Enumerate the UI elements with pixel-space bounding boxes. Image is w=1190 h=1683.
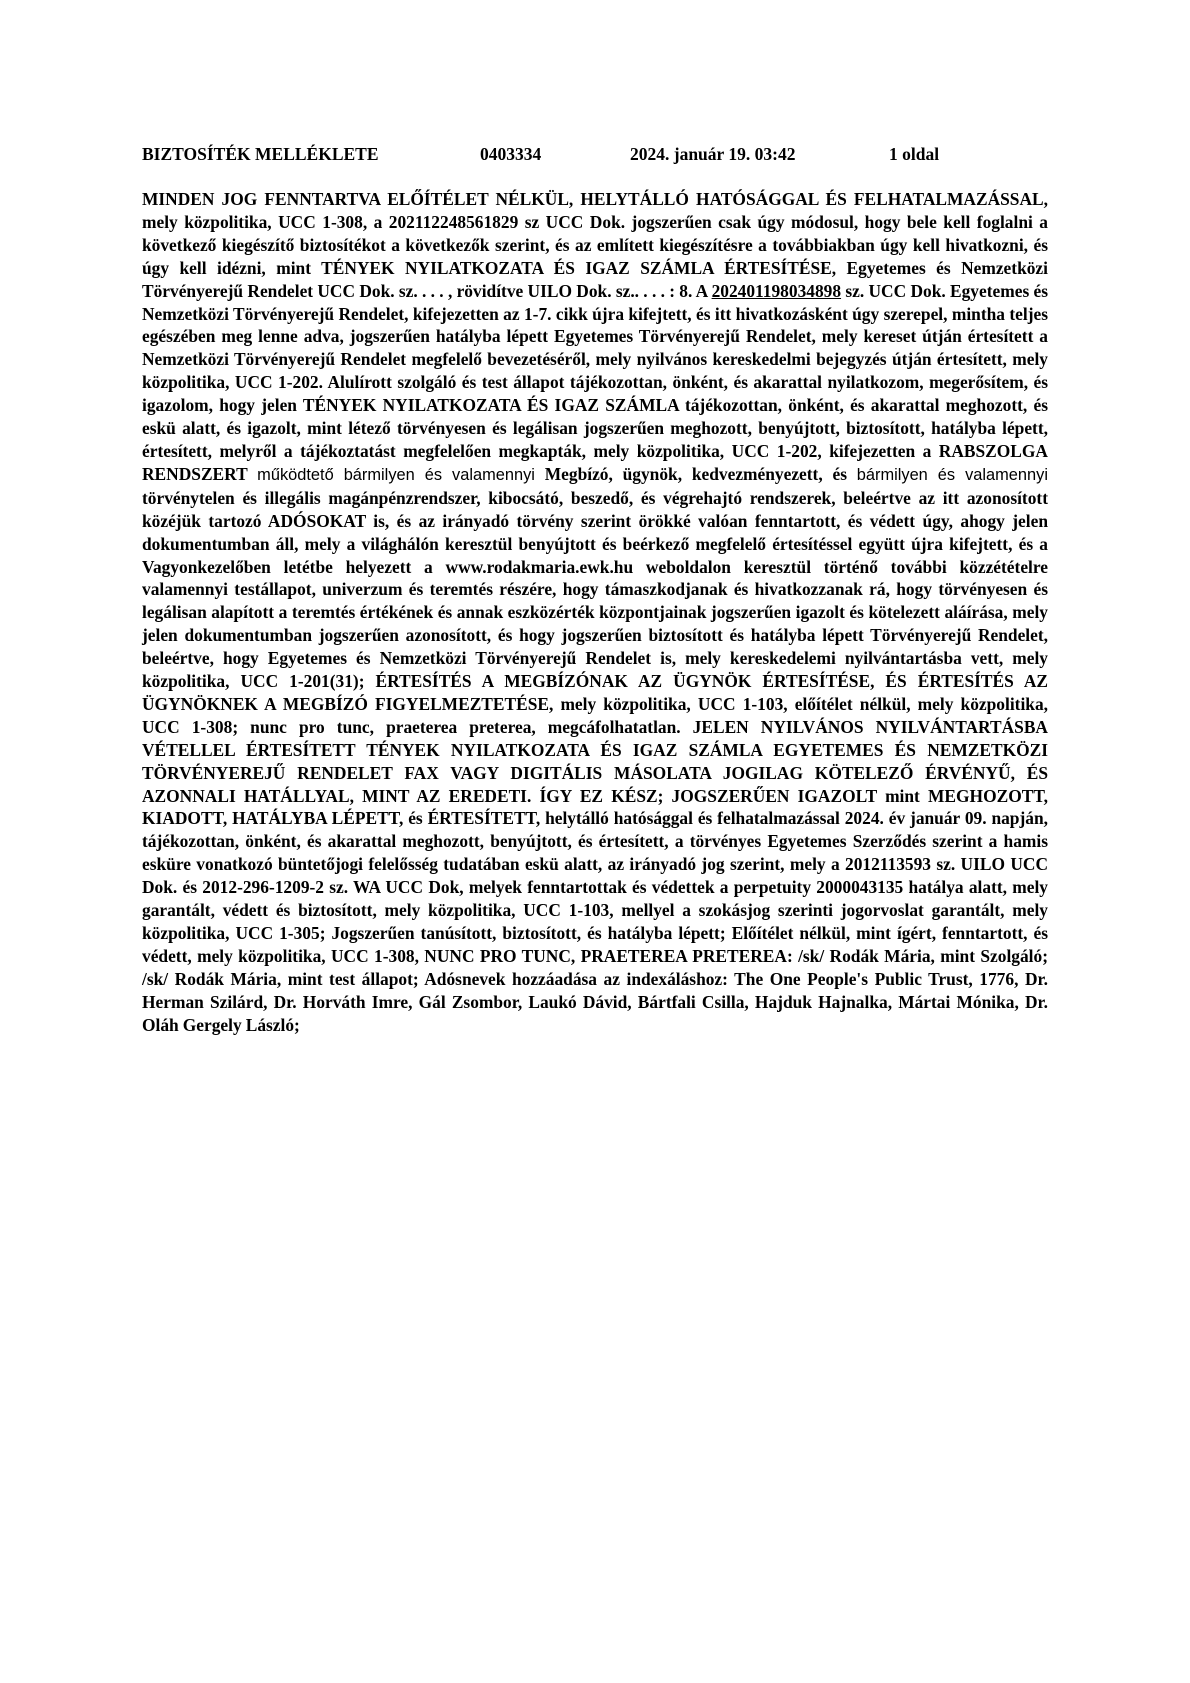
document-header: [142, 142, 1048, 166]
body-sans-segment-a: működtető bármilyen és valamennyi: [257, 465, 535, 484]
body-segment-2: sz. UCC Dok. Egyetemes és Nemzetközi Törvényerejű Rendelet, kifejezetten az 1-7. cikk újra kifejtett, és itt hivatkozásként úgy szerepel, mintha teljes egészében meg lenne adva, jogszerűen hatályba lépett Egyetemes Törvényerejű Rendelet, mely kereset útján értesített a Nemzetközi Törvényerejű Rendelet megfelelő bevezetéséről, mely nyilvános kereskedelmi bejegyzés útján értesített, mely közpolitika, UCC 1-202. Alulírott szolgáló és test állapot tájékozottan, önként, és akarattal nyilatkozom, megerősítem, és igazolom, hogy jelen TÉNYEK NYILATKOZATA ÉS IGAZ SZÁMLA tájékozottan, önként, és akarattal meghozott, és eskü alatt, és igazolt, mint létező törvényesen és legálisan jogszerűen meghozott, benyújtott, biztosított, hatályba lépett, értesített, melyről a tájékoztatást megfelelően megkapták, mely közpolitika, UCC 1-202, kifejezetten a RABSZOLGA RENDSZERT: [142, 280, 1048, 484]
header-title: BIZTOSÍTÉK MELLÉKLETE: [142, 144, 379, 164]
header-doc-number: 0403334: [480, 144, 542, 164]
document-body: [142, 188, 1048, 1037]
header-datetime: 2024. január 19. 03:42: [630, 144, 796, 164]
header-page-number: 1 oldal: [889, 144, 940, 164]
body-underlined-doc-number: 202401198034898: [711, 280, 842, 301]
body-segment-3: Megbízó, ügynök, kedvezményezett, és: [534, 463, 857, 484]
body-segment-4: törvénytelen és illegális magánpénzrendszer, kibocsátó, beszedő, és végrehajtó rendszerek, beleértve az itt azonosított közéjük tartozó ADÓSOKAT is, és az irányadó törvény szerint örökké valóan fenntartott, és védett úgy, ahogy jelen dokumentumban áll, mely a világhálón keresztül benyújtott és beérkező megfelelő értesítéssel együtt újra kifejtett, és a Vagyonkezelőben letétbe helyezett a www.rodakmaria.ewk.hu weboldalon keresztül történő további közzétételre valamennyi testállapot, univerzum és teremtés részére, hogy támaszkodjanak és hivatkozzanak rá, hogy törvényesen és legálisan alapított a teremtés értékének és annak eszközérték központjainak jogszerűen igazolt és kötelezett aláírása, mely jelen dokumentumban jogszerűen azonosított, és hogy jogszerűen biztosított és hatályba lépett Törvényerejű Rendelet, beleértve, hogy Egyetemes és Nemzetközi Törvényerejű Rendelet is, mely kereskedelemi nyilvántartásba vett, mely közpolitika, UCC 1-201(31); ÉRTESÍTÉS A MEGBÍZÓNAK AZ ÜGYNÖK ÉRTESÍTÉSE, ÉS ÉRTESÍTÉS AZ ÜGYNÖKNEK A MEGBÍZÓ FIGYELMEZTETÉSE, mely közpolitika, UCC 1-103, előítélet nélkül, mely közpolitika, UCC 1-308; nunc pro tunc, praeterea preterea, megcáfolhatatlan. JELEN NYILVÁNOS NYILVÁNTARTÁSBA VÉTELLEL ÉRTESÍTETT TÉNYEK NYILATKOZATA ÉS IGAZ SZÁMLA EGYETEMES ÉS NEMZETKÖZI TÖRVÉNYEREJŰ RENDELET FAX VAGY DIGITÁLIS MÁSOLATA JOGILAG KÖTELEZŐ ÉRVÉNYŰ, ÉS AZONNALI HATÁLLYAL, MINT AZ EREDETI. ÍGY EZ KÉSZ; JOGSZERŰEN IGAZOLT mint MEGHOZOTT, KIADOTT, HATÁLYBA LÉPETT, és ÉRTESÍTETT, helytálló hatósággal és felhatalmazással 2024. év január 09. napján, tájékozottan, önként, és akarattal meghozott, benyújtott, és értesített, a törvényes Egyetemes Szerződés szerint a hamis esküre vonatkozó büntetőjogi felelősség tudatában eskü alatt, az irányadó jog szerint, mely a 2012113593 sz. UILO UCC Dok. és 2012-296-1209-2 sz. WA UCC Dok, melyek fenntartottak és védettek a perpetuity 2000043135 hatálya alatt, mely garantált, védett és biztosított, mely közpolitika, UCC 1-103, mellyel a szokásjog szerinti jogorvoslat garantált, mely közpolitika, UCC 1-305; Jogszerűen tanúsított, biztosított, és hatályba lépett; Előítélet nélkül, mint ígért, fenntartott, és védett, mely közpolitika, UCC 1-308, NUNC PRO TUNC, PRAETEREA PRETEREA: /sk/ Rodák Mária, mint Szolgáló; /sk/ Rodák Mária, mint test állapot; Adósnevek hozzáadása az indexáláshoz: The One People's Public Trust, 1776, Dr. Herman Szilárd, Dr. Horváth Imre, Gál Zsombor, Laukó Dávid, Bártfali Csilla, Hajduk Hajnalka, Mártai Mónika, Dr. Oláh Gergely László;: [142, 487, 1048, 1035]
body-sans-segment-b: bármilyen és valamennyi: [856, 465, 1048, 484]
body-segment-1: MINDEN JOG FENNTARTVA ELŐÍTÉLET NÉLKÜL, HELYTÁLLÓ HATÓSÁGGAL ÉS FELHATALMAZÁSSAL, mely közpolitika, UCC 1-308, a 202112248561829 sz UCC Dok. jogszerűen csak úgy módosul, hogy bele kell foglalni a következő kiegészítő biztosítékot a következők szerint, és az említett kiegészítésre a továbbiakban úgy kell hivatkozni, és úgy kell idézni, mint TÉNYEK NYILATKOZATA ÉS IGAZ SZÁMLA ÉRTESÍTÉSE, Egyetemes és Nemzetközi Törvényerejű Rendelet UCC Dok. sz. . . . , rövidítve UILO Dok. sz.. . . . : 8. A: [142, 189, 1048, 301]
